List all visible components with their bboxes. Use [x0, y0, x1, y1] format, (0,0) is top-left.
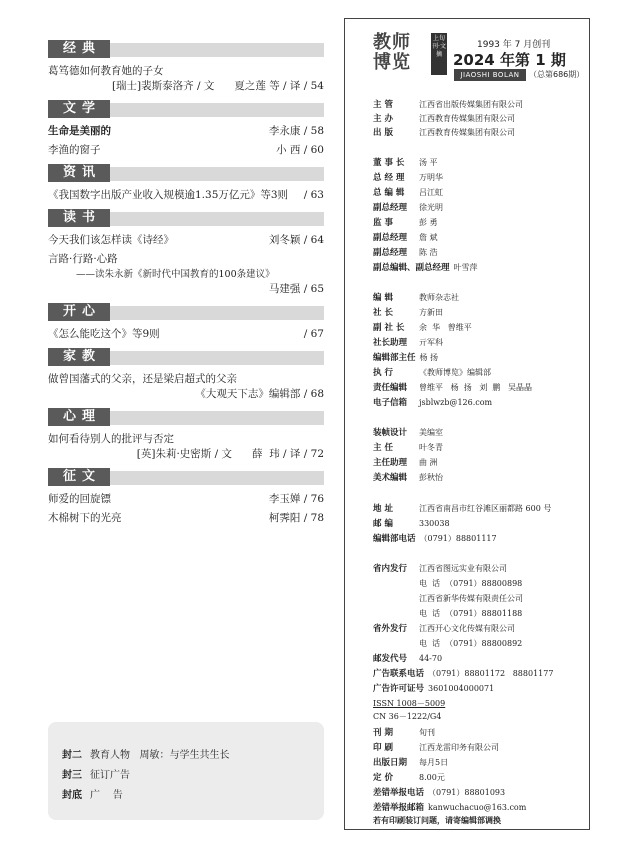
entry-page: 李玉婵 / 76 [268, 493, 324, 505]
entry-title: 木棉树下的光亮 [48, 512, 122, 524]
masthead-line: 定 价 8.00元 [373, 773, 445, 783]
toc-entry[interactable] [48, 252, 324, 297]
masthead-line: 邮 编 330038 [373, 519, 450, 529]
founded-date: 1993 年 7 月创刊 [477, 40, 551, 50]
section-header-fun: 开心 [48, 303, 324, 321]
table-of-contents [48, 34, 324, 530]
masthead-line: 装帧设计 美编室 [373, 428, 443, 438]
masthead-line: 监 事 彭 勇 [373, 218, 438, 228]
notice: 若有印刷装订问题，请寄编辑部调换 [373, 816, 501, 825]
entry-page: / 67 [303, 328, 324, 340]
masthead-line: 江西省新华传媒有限责任公司 [419, 594, 523, 603]
entry-page: 李永康 / 58 [268, 125, 324, 137]
edition-badge: 上旬刊·文摘 [431, 33, 447, 75]
entry-page: 小 西 / 60 [276, 144, 324, 156]
masthead-line: 美术编辑 彭秋怡 [373, 473, 443, 483]
entry-credit: [瑞士]裴斯泰洛齐 / 文 夏之莲 等 / 译 / 54 [111, 80, 324, 92]
masthead-line: 刊 期 旬刊 [373, 728, 435, 738]
masthead-line: 主任助理 曲 洲 [373, 458, 438, 468]
masthead-line: 出 版 江西教育传媒集团有限公司 [373, 128, 515, 138]
entry-page: 《大观天下志》编辑部 / 68 [195, 388, 324, 400]
toc-entry[interactable] [48, 188, 324, 203]
entry-title: 生命是美丽的 [48, 125, 111, 137]
masthead-line: 执 行 《教师博览》编辑部 [373, 368, 491, 378]
magazine-logo: 教师 博览 [373, 32, 411, 73]
section-header-family: 家教 [48, 348, 324, 366]
masthead-line: 董 事 长 汤 平 [373, 158, 438, 168]
masthead-line: 电 话 （0791）88800892 [419, 639, 523, 648]
masthead-line: 差错举报电话 （0791）88801093 [373, 788, 506, 798]
masthead-line: 副总经理 陈 浩 [373, 248, 438, 258]
cover-item: 封底 广 告 [62, 790, 123, 801]
masthead-line: 省外发行 江西开心文化传媒有限公司 [373, 624, 515, 634]
masthead-line: 责任编辑 曾维平 杨 扬 刘 鹏 吴晶晶 [373, 383, 533, 393]
masthead-line: 地 址 江西省南昌市红谷滩区丽都路 600 号 [373, 504, 552, 514]
masthead-line: 广告联系电话 （0791）88801172 88801177 [373, 669, 554, 679]
masthead-line: 广告许可证号 3601004000071 [373, 684, 495, 694]
section-header-news: 资讯 [48, 164, 324, 182]
total-issue: （总第686期） [529, 70, 585, 79]
toc-entry[interactable] [48, 64, 324, 94]
masthead-line: 总 编 辑 吕江虹 [373, 188, 443, 198]
toc-entry[interactable] [48, 511, 324, 526]
masthead-line: 出版日期 每月5日 [373, 758, 449, 768]
section-header-reading: 读书 [48, 209, 324, 227]
entry-page: / 63 [303, 189, 324, 201]
entry-title: 《怎么能吃这个》等9则 [48, 328, 160, 340]
masthead-line: 电 话 （0791）88800898 [419, 579, 523, 588]
entry-title: 做曾国藩式的父亲，还是梁启超式的父亲 [48, 373, 237, 385]
masthead-line: 差错举报邮箱 kanwuchacuo@163.com [373, 803, 527, 813]
entry-title: 师爱的回旋镖 [48, 493, 111, 505]
issn: ISSN 1008－5009 [373, 699, 446, 708]
toc-entry[interactable] [48, 143, 324, 158]
masthead [344, 18, 590, 830]
toc-entry[interactable] [48, 327, 324, 342]
masthead-line: 总 经 理 万明华 [373, 173, 443, 183]
masthead-line: 印 刷 江西龙雷印务有限公司 [373, 743, 499, 753]
masthead-line: 主 办 江西教育传媒集团有限公司 [373, 114, 515, 124]
entry-title: 今天我们该怎样读《诗经》 [48, 234, 174, 246]
masthead-line: 主 任 叶冬青 [373, 443, 443, 453]
toc-entry[interactable] [48, 492, 324, 507]
cover-item: 封二 教育人物 周敏：与学生共生长 [62, 750, 230, 761]
masthead-line: 电 话 （0791）88801188 [419, 609, 523, 618]
masthead-line: 编辑部电话 （0791）88801117 [373, 534, 497, 544]
issue-number: 2024 年第 1 期 [453, 51, 566, 69]
section-header-literature: 文学 [48, 100, 324, 118]
masthead-line: 主 管 江西省出版传媒集团有限公司 [373, 100, 523, 110]
entry-title: 如何看待别人的批评与否定 [48, 433, 174, 445]
pinyin-title: JIAOSHI BOLAN [454, 69, 526, 81]
masthead-line: 副总编辑、副总经理 叶雪萍 [373, 263, 478, 273]
masthead-line: 副 社 长 余 华 曾维平 [373, 323, 472, 333]
masthead-line: 副总经理 徐光明 [373, 203, 443, 213]
section-header-classic: 经典 [48, 40, 324, 58]
masthead-line: 社 长 方新田 [373, 308, 443, 318]
toc-entry[interactable] [48, 233, 324, 248]
toc-entry[interactable] [48, 432, 324, 462]
entry-title: 言路·行路·心路 [48, 253, 118, 265]
masthead-line: 电子信箱 jsblwzb@126.com [373, 398, 493, 408]
masthead-line: 编辑部主任 杨 扬 [373, 353, 439, 363]
masthead-line: 副总经理 詹 斌 [373, 233, 438, 243]
masthead-line: 社长助理 亓军科 [373, 338, 443, 348]
entry-title: 葛笃德如何教育她的子女 [48, 65, 164, 77]
entry-title: 《我国数字出版产业收入规模逾1.35万亿元》等3则 [48, 189, 289, 201]
entry-page: 刘冬颖 / 64 [268, 234, 324, 246]
masthead-line: 省内发行 江西省图远实业有限公司 [373, 564, 507, 574]
masthead-line: 邮发代号 44-70 [373, 654, 443, 664]
entry-subtitle: ——读朱永新《新时代中国教育的100条建议》 [76, 269, 275, 280]
cover-pages-box [48, 722, 324, 820]
section-header-essay: 征文 [48, 468, 324, 486]
section-header-psychology: 心理 [48, 408, 324, 426]
entry-title: 李渔的窗子 [48, 144, 101, 156]
masthead-line: 编 辑 教师杂志社 [373, 293, 459, 303]
cover-item: 封三 征订广告 [62, 770, 130, 781]
entry-credit: [英]朱莉·史密斯 / 文 薛 玮 / 译 / 72 [136, 448, 324, 460]
toc-entry[interactable] [48, 124, 324, 139]
entry-page: 马建强 / 65 [268, 283, 324, 295]
cn-number: CN 36－1222/G4 [373, 712, 442, 721]
entry-page: 柯霁阳 / 78 [268, 512, 324, 524]
toc-entry[interactable] [48, 372, 324, 402]
